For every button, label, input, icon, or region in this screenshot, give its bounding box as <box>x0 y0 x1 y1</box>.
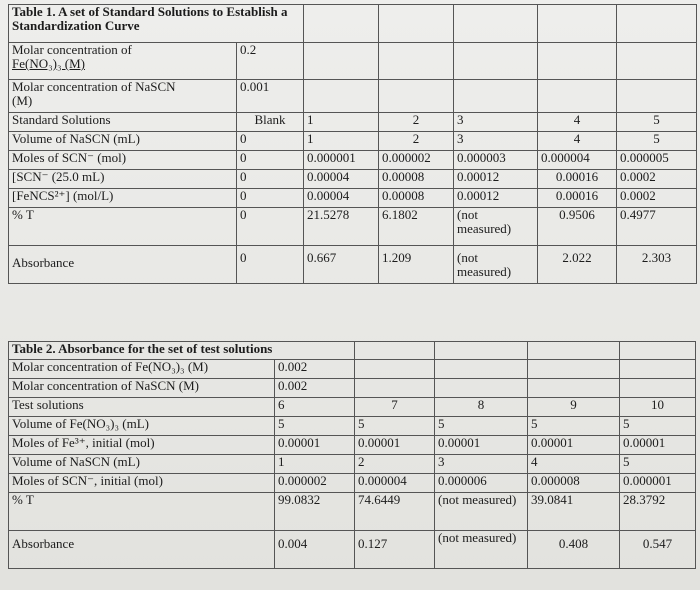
table-row <box>9 493 696 531</box>
table-row <box>9 436 696 455</box>
row-label: Moles of SCN⁻, initial (mol) <box>9 474 275 493</box>
table-test-solutions <box>8 341 696 569</box>
table-cell: 5 <box>435 417 528 436</box>
table-cell: 0.00016 <box>538 189 617 208</box>
table-cell: 0.4977 <box>617 208 697 246</box>
table-row <box>9 360 696 379</box>
row-label: Moles of SCN⁻ (mol) <box>9 151 237 170</box>
table-cell: 0.127 <box>355 531 435 569</box>
table-cell: 7 <box>355 398 435 417</box>
table-cell: 0.000001 <box>620 474 696 493</box>
table-cell: 0.000001 <box>304 151 379 170</box>
table-cell: 2 <box>355 455 435 474</box>
table-standard-solutions <box>8 4 697 284</box>
table-cell: 6 <box>275 398 355 417</box>
table-row <box>9 151 697 170</box>
table-row <box>9 132 697 151</box>
table-cell: 2 <box>379 132 454 151</box>
table-row <box>9 246 697 284</box>
row-label: % T <box>9 493 275 531</box>
table-row <box>9 170 697 189</box>
row-label: Molar concentration of NaSCN (M) <box>9 80 237 113</box>
table-cell: 0.00001 <box>275 436 355 455</box>
table-cell: 0 <box>237 189 304 208</box>
table-row <box>9 189 697 208</box>
table-row <box>9 208 697 246</box>
table-cell: 4 <box>528 455 620 474</box>
table-cell: 1 <box>304 113 379 132</box>
row-label: Absorbance <box>9 531 275 569</box>
table-cell: 5 <box>620 417 696 436</box>
table-cell: (not measured) <box>435 493 528 531</box>
table-cell: 0.00001 <box>620 436 696 455</box>
table-cell: 6.1802 <box>379 208 454 246</box>
table-cell: (not measured) <box>454 208 538 246</box>
table-cell: 4 <box>538 132 617 151</box>
table1-title: Table 1. A set of Standard Solutions to Establish a Standardization Curve <box>9 5 304 43</box>
table-cell: (not measured) <box>435 531 528 569</box>
row-label: [SCN⁻ (25.0 mL) <box>9 170 237 189</box>
table-cell: 0.00001 <box>528 436 620 455</box>
row-label: Absorbance <box>9 246 237 284</box>
row-label: Volume of NaSCN (mL) <box>9 455 275 474</box>
row-label: Moles of Fe³⁺, initial (mol) <box>9 436 275 455</box>
table-cell: 0.547 <box>620 531 696 569</box>
row-label: Molar concentration of Fe(NO₃)₃ (M) <box>9 43 237 80</box>
table-cell: 0.00012 <box>454 189 538 208</box>
table-cell: 0.00012 <box>454 170 538 189</box>
table-cell: 0.000008 <box>528 474 620 493</box>
table-title-row <box>9 5 697 43</box>
table-row <box>9 43 697 80</box>
table-cell: 0.0002 <box>617 189 697 208</box>
table-cell: 0.000002 <box>275 474 355 493</box>
table-cell: Blank <box>237 113 304 132</box>
table-cell: 0.002 <box>275 360 355 379</box>
table-cell: 1 <box>275 455 355 474</box>
table-cell: 0 <box>237 151 304 170</box>
table-cell: 8 <box>435 398 528 417</box>
table-cell: 5 <box>617 113 697 132</box>
row-label: Volume of Fe(NO₃)₃ (mL) <box>9 417 275 436</box>
row-label: Molar concentration of NaSCN (M) <box>9 379 275 398</box>
table-cell: 5 <box>355 417 435 436</box>
table-cell: 0.000004 <box>538 151 617 170</box>
table-cell: 0.000003 <box>454 151 538 170</box>
table-cell: 0.002 <box>275 379 355 398</box>
table-cell: 39.0841 <box>528 493 620 531</box>
table-cell: 10 <box>620 398 696 417</box>
row-label: Volume of NaSCN (mL) <box>9 132 237 151</box>
row-label: Molar concentration of Fe(NO₃)₃ (M) <box>9 360 275 379</box>
table-cell: 0 <box>237 132 304 151</box>
table2-title: Table 2. Absorbance for the set of test solutions <box>9 342 355 360</box>
table-cell: 5 <box>275 417 355 436</box>
row-label: Test solutions <box>9 398 275 417</box>
table-cell: 0 <box>237 170 304 189</box>
table-cell: 28.3792 <box>620 493 696 531</box>
table-cell: 0.0002 <box>617 170 697 189</box>
table-row <box>9 379 696 398</box>
table-cell: 3 <box>454 113 538 132</box>
table-cell: 0 <box>237 208 304 246</box>
table-cell: 21.5278 <box>304 208 379 246</box>
table-cell: 0.00001 <box>435 436 528 455</box>
table-cell: 9 <box>528 398 620 417</box>
table-row <box>9 398 696 417</box>
table-row <box>9 474 696 493</box>
table-cell: 74.6449 <box>355 493 435 531</box>
table-cell: 5 <box>620 455 696 474</box>
table-cell: 5 <box>528 417 620 436</box>
table-cell: 3 <box>454 132 538 151</box>
table-cell: 0.667 <box>304 246 379 284</box>
table-row <box>9 455 696 474</box>
table-row <box>9 531 696 569</box>
table-cell: 0.00008 <box>379 170 454 189</box>
table-cell: 0.00016 <box>538 170 617 189</box>
table-cell: 0.004 <box>275 531 355 569</box>
table-cell: 5 <box>617 132 697 151</box>
table-cell: 0.001 <box>237 80 304 113</box>
row-label: % T <box>9 208 237 246</box>
table-cell: 0.2 <box>237 43 304 80</box>
table-cell: 99.0832 <box>275 493 355 531</box>
table-title-row <box>9 342 696 360</box>
table-cell: 0.00004 <box>304 189 379 208</box>
row-label: Standard Solutions <box>9 113 237 132</box>
table-cell: 1 <box>304 132 379 151</box>
table-cell: 0.00001 <box>355 436 435 455</box>
table-row <box>9 80 697 113</box>
table-cell: 4 <box>538 113 617 132</box>
table-cell: 0.000004 <box>355 474 435 493</box>
table-cell: 0 <box>237 246 304 284</box>
table-cell: (not measured) <box>454 246 538 284</box>
table-cell: 2.303 <box>617 246 697 284</box>
table-cell: 0.00008 <box>379 189 454 208</box>
table-cell: 0.000002 <box>379 151 454 170</box>
table-cell: 0.9506 <box>538 208 617 246</box>
table-row <box>9 417 696 436</box>
table-cell: 2.022 <box>538 246 617 284</box>
table-cell: 3 <box>435 455 528 474</box>
table-cell: 1.209 <box>379 246 454 284</box>
table-cell: 0.408 <box>528 531 620 569</box>
row-label: [FeNCS²⁺] (mol/L) <box>9 189 237 208</box>
table-row <box>9 113 697 132</box>
table-cell: 0.000005 <box>617 151 697 170</box>
table-cell: 2 <box>379 113 454 132</box>
table-cell: 0.000006 <box>435 474 528 493</box>
table-cell: 0.00004 <box>304 170 379 189</box>
